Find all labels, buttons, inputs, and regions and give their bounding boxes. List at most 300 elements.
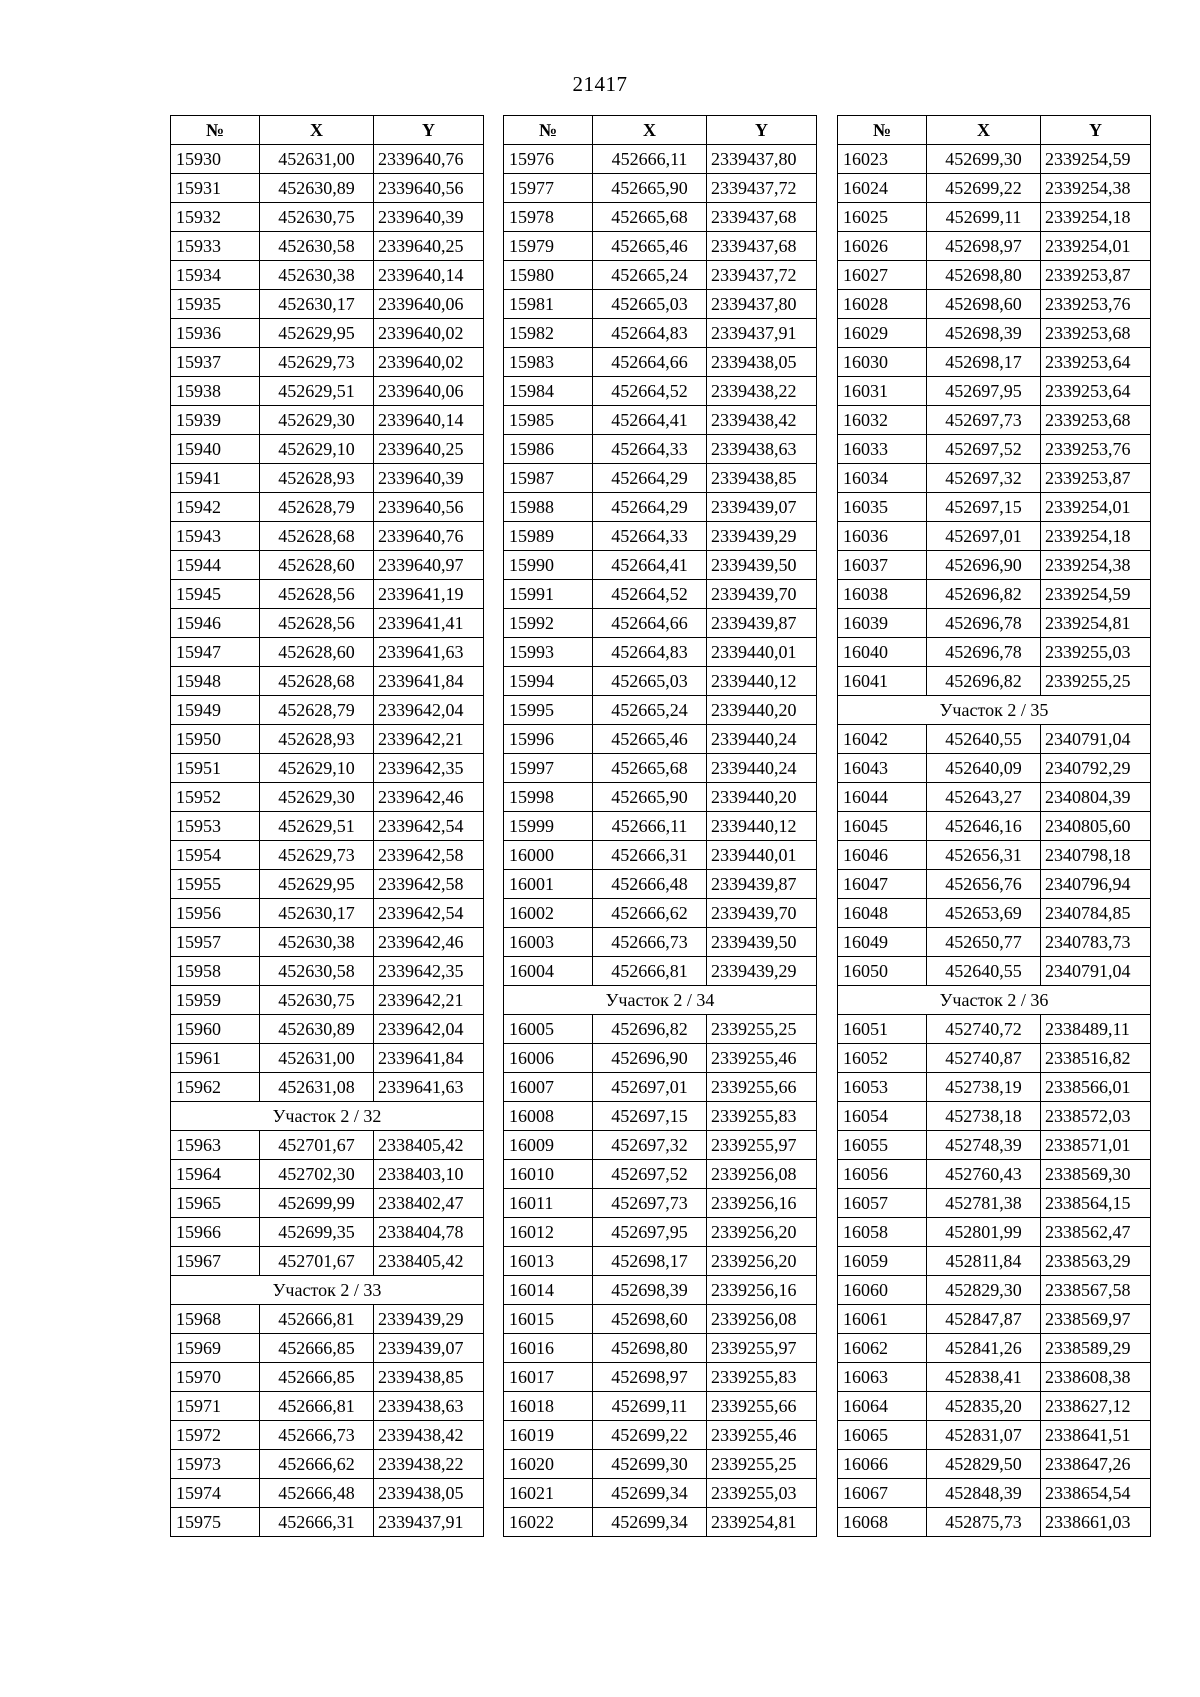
y-coordinate-cell: 2339642,54 (374, 812, 484, 841)
table-row (171, 1450, 484, 1479)
y-coordinate-cell: 2339642,04 (374, 1015, 484, 1044)
x-coordinate-cell: 452631,00 (260, 1044, 374, 1073)
y-coordinate-cell: 2338572,03 (1041, 1102, 1151, 1131)
y-coordinate-cell: 2339253,87 (1041, 261, 1151, 290)
point-number-cell: 15961 (171, 1044, 260, 1073)
y-coordinate-cell: 2339640,06 (374, 377, 484, 406)
point-number-cell: 16014 (504, 1276, 593, 1305)
x-coordinate-cell: 452665,46 (593, 232, 707, 261)
y-coordinate-cell: 2339640,56 (374, 493, 484, 522)
y-coordinate-cell: 2339256,20 (707, 1218, 817, 1247)
y-coordinate-cell: 2339255,97 (707, 1334, 817, 1363)
x-coordinate-cell: 452656,31 (927, 841, 1041, 870)
y-coordinate-cell: 2339641,63 (374, 638, 484, 667)
table-row (504, 377, 817, 406)
table-row (838, 261, 1151, 290)
table-row (171, 1131, 484, 1160)
y-coordinate-cell: 2339255,25 (707, 1450, 817, 1479)
table-row (838, 783, 1151, 812)
point-number-cell: 15997 (504, 754, 593, 783)
y-coordinate-cell: 2339640,14 (374, 406, 484, 435)
y-coordinate-cell: 2339254,18 (1041, 203, 1151, 232)
table-row (171, 522, 484, 551)
table-row (504, 957, 817, 986)
y-coordinate-cell: 2339255,03 (1041, 638, 1151, 667)
table-row (171, 145, 484, 174)
point-number-cell: 15985 (504, 406, 593, 435)
coordinates-table-3 (837, 115, 1151, 1537)
x-coordinate-cell: 452760,43 (927, 1160, 1041, 1189)
x-coordinate-cell: 452697,15 (927, 493, 1041, 522)
table-row (504, 638, 817, 667)
table-row (171, 319, 484, 348)
y-coordinate-cell: 2339253,64 (1041, 348, 1151, 377)
point-number-cell: 16046 (838, 841, 927, 870)
table-row (171, 667, 484, 696)
y-coordinate-cell: 2339254,81 (1041, 609, 1151, 638)
table-row (171, 261, 484, 290)
table-row (838, 754, 1151, 783)
point-number-cell: 15967 (171, 1247, 260, 1276)
table-row (504, 1218, 817, 1247)
x-coordinate-cell: 452811,84 (927, 1247, 1041, 1276)
y-coordinate-cell: 2339255,83 (707, 1102, 817, 1131)
x-coordinate-cell: 452629,10 (260, 754, 374, 783)
x-coordinate-cell: 452801,99 (927, 1218, 1041, 1247)
column-header-x: X (593, 116, 707, 145)
x-coordinate-cell: 452738,19 (927, 1073, 1041, 1102)
x-coordinate-cell: 452629,51 (260, 377, 374, 406)
table-row (504, 812, 817, 841)
x-coordinate-cell: 452697,52 (927, 435, 1041, 464)
table-row (838, 1276, 1151, 1305)
point-number-cell: 15981 (504, 290, 593, 319)
x-coordinate-cell: 452696,78 (927, 609, 1041, 638)
x-coordinate-cell: 452699,11 (927, 203, 1041, 232)
x-coordinate-cell: 452665,24 (593, 696, 707, 725)
x-coordinate-cell: 452697,73 (593, 1189, 707, 1218)
y-coordinate-cell: 2340798,18 (1041, 841, 1151, 870)
table-row (171, 493, 484, 522)
table-row (171, 1305, 484, 1334)
x-coordinate-cell: 452696,82 (593, 1015, 707, 1044)
y-coordinate-cell: 2339253,76 (1041, 435, 1151, 464)
x-coordinate-cell: 452696,90 (593, 1044, 707, 1073)
point-number-cell: 15956 (171, 899, 260, 928)
x-coordinate-cell: 452630,58 (260, 232, 374, 261)
point-number-cell: 15988 (504, 493, 593, 522)
x-coordinate-cell: 452640,55 (927, 957, 1041, 986)
point-number-cell: 16021 (504, 1479, 593, 1508)
x-coordinate-cell: 452628,79 (260, 696, 374, 725)
x-coordinate-cell: 452847,87 (927, 1305, 1041, 1334)
y-coordinate-cell: 2339256,08 (707, 1160, 817, 1189)
table-row (838, 1392, 1151, 1421)
y-coordinate-cell: 2339438,85 (707, 464, 817, 493)
y-coordinate-cell: 2339642,46 (374, 783, 484, 812)
column-header-y: Y (1041, 116, 1151, 145)
x-coordinate-cell: 452697,15 (593, 1102, 707, 1131)
x-coordinate-cell: 452664,33 (593, 435, 707, 464)
y-coordinate-cell: 2339255,83 (707, 1363, 817, 1392)
y-coordinate-cell: 2338661,03 (1041, 1508, 1151, 1537)
x-coordinate-cell: 452628,68 (260, 667, 374, 696)
table-row (171, 1160, 484, 1189)
point-number-cell: 16018 (504, 1392, 593, 1421)
table-row (171, 348, 484, 377)
point-number-cell: 15984 (504, 377, 593, 406)
table-row (504, 1102, 817, 1131)
point-number-cell: 15975 (171, 1508, 260, 1537)
x-coordinate-cell: 452646,16 (927, 812, 1041, 841)
table-row (838, 203, 1151, 232)
x-coordinate-cell: 452697,73 (927, 406, 1041, 435)
x-coordinate-cell: 452697,32 (593, 1131, 707, 1160)
table-row (171, 290, 484, 319)
y-coordinate-cell: 2338654,54 (1041, 1479, 1151, 1508)
y-coordinate-cell: 2340791,04 (1041, 957, 1151, 986)
y-coordinate-cell: 2338405,42 (374, 1131, 484, 1160)
point-number-cell: 16052 (838, 1044, 927, 1073)
point-number-cell: 15986 (504, 435, 593, 464)
x-coordinate-cell: 452629,73 (260, 841, 374, 870)
y-coordinate-cell: 2339439,70 (707, 580, 817, 609)
y-coordinate-cell: 2339642,54 (374, 899, 484, 928)
x-coordinate-cell: 452628,68 (260, 522, 374, 551)
x-coordinate-cell: 452629,95 (260, 319, 374, 348)
y-coordinate-cell: 2339439,29 (374, 1305, 484, 1334)
section-label: Участок 2 / 33 (171, 1276, 484, 1305)
point-number-cell: 15942 (171, 493, 260, 522)
x-coordinate-cell: 452664,66 (593, 348, 707, 377)
table-row (838, 145, 1151, 174)
x-coordinate-cell: 452666,85 (260, 1334, 374, 1363)
x-coordinate-cell: 452631,08 (260, 1073, 374, 1102)
x-coordinate-cell: 452630,89 (260, 1015, 374, 1044)
table-header-row (838, 116, 1151, 145)
table-row (838, 377, 1151, 406)
point-number-cell: 16015 (504, 1305, 593, 1334)
table-row (504, 1363, 817, 1392)
y-coordinate-cell: 2339438,85 (374, 1363, 484, 1392)
y-coordinate-cell: 2339640,25 (374, 435, 484, 464)
table-row (838, 1479, 1151, 1508)
y-coordinate-cell: 2339255,25 (1041, 667, 1151, 696)
y-coordinate-cell: 2339641,19 (374, 580, 484, 609)
point-number-cell: 16022 (504, 1508, 593, 1537)
y-coordinate-cell: 2339640,02 (374, 348, 484, 377)
x-coordinate-cell: 452629,30 (260, 406, 374, 435)
x-coordinate-cell: 452664,52 (593, 580, 707, 609)
y-coordinate-cell: 2339439,50 (707, 928, 817, 957)
x-coordinate-cell: 452630,58 (260, 957, 374, 986)
x-coordinate-cell: 452643,27 (927, 783, 1041, 812)
x-coordinate-cell: 452699,30 (927, 145, 1041, 174)
y-coordinate-cell: 2339440,12 (707, 812, 817, 841)
point-number-cell: 15991 (504, 580, 593, 609)
y-coordinate-cell: 2339642,58 (374, 841, 484, 870)
y-coordinate-cell: 2340791,04 (1041, 725, 1151, 754)
y-coordinate-cell: 2340804,39 (1041, 783, 1151, 812)
point-number-cell: 15993 (504, 638, 593, 667)
point-number-cell: 15948 (171, 667, 260, 696)
y-coordinate-cell: 2340792,29 (1041, 754, 1151, 783)
y-coordinate-cell: 2338569,97 (1041, 1305, 1151, 1334)
table-row (838, 1421, 1151, 1450)
x-coordinate-cell: 452698,97 (927, 232, 1041, 261)
point-number-cell: 15931 (171, 174, 260, 203)
table-row (171, 696, 484, 725)
point-number-cell: 16045 (838, 812, 927, 841)
y-coordinate-cell: 2339439,50 (707, 551, 817, 580)
column-header-y: Y (707, 116, 817, 145)
y-coordinate-cell: 2339437,80 (707, 290, 817, 319)
table-row (171, 1073, 484, 1102)
table-row (171, 1015, 484, 1044)
y-coordinate-cell: 2339438,05 (374, 1479, 484, 1508)
x-coordinate-cell: 452698,39 (927, 319, 1041, 348)
table-row (838, 406, 1151, 435)
x-coordinate-cell: 452628,56 (260, 580, 374, 609)
y-coordinate-cell: 2339642,46 (374, 928, 484, 957)
y-coordinate-cell: 2339254,59 (1041, 580, 1151, 609)
section-label: Участок 2 / 36 (838, 986, 1151, 1015)
table-row (838, 174, 1151, 203)
y-coordinate-cell: 2338404,78 (374, 1218, 484, 1247)
point-number-cell: 16006 (504, 1044, 593, 1073)
table-row (838, 580, 1151, 609)
table-row (171, 435, 484, 464)
point-number-cell: 15994 (504, 667, 593, 696)
section-row (171, 1102, 484, 1131)
x-coordinate-cell: 452640,09 (927, 754, 1041, 783)
y-coordinate-cell: 2338571,01 (1041, 1131, 1151, 1160)
point-number-cell: 15962 (171, 1073, 260, 1102)
table-row (838, 725, 1151, 754)
point-number-cell: 15945 (171, 580, 260, 609)
point-number-cell: 15954 (171, 841, 260, 870)
table-row (171, 899, 484, 928)
table-row (504, 290, 817, 319)
y-coordinate-cell: 2339254,38 (1041, 551, 1151, 580)
x-coordinate-cell: 452664,83 (593, 638, 707, 667)
x-coordinate-cell: 452629,30 (260, 783, 374, 812)
point-number-cell: 16057 (838, 1189, 927, 1218)
y-coordinate-cell: 2339255,66 (707, 1073, 817, 1102)
point-number-cell: 16024 (838, 174, 927, 203)
x-coordinate-cell: 452666,73 (260, 1421, 374, 1450)
x-coordinate-cell: 452665,68 (593, 754, 707, 783)
point-number-cell: 15979 (504, 232, 593, 261)
point-number-cell: 16002 (504, 899, 593, 928)
point-number-cell: 16023 (838, 145, 927, 174)
y-coordinate-cell: 2339255,25 (707, 1015, 817, 1044)
y-coordinate-cell: 2339437,68 (707, 232, 817, 261)
table-row (171, 928, 484, 957)
x-coordinate-cell: 452699,22 (593, 1421, 707, 1450)
y-coordinate-cell: 2339642,35 (374, 957, 484, 986)
y-coordinate-cell: 2339640,97 (374, 551, 484, 580)
point-number-cell: 15951 (171, 754, 260, 783)
point-number-cell: 15970 (171, 1363, 260, 1392)
x-coordinate-cell: 452666,11 (593, 145, 707, 174)
point-number-cell: 15937 (171, 348, 260, 377)
point-number-cell: 15980 (504, 261, 593, 290)
x-coordinate-cell: 452875,73 (927, 1508, 1041, 1537)
section-row (504, 986, 817, 1015)
y-coordinate-cell: 2339254,38 (1041, 174, 1151, 203)
table-row (838, 435, 1151, 464)
y-coordinate-cell: 2339256,16 (707, 1189, 817, 1218)
table-row (171, 1334, 484, 1363)
point-number-cell: 16065 (838, 1421, 927, 1450)
table-row (838, 493, 1151, 522)
y-coordinate-cell: 2339440,24 (707, 754, 817, 783)
point-number-cell: 16003 (504, 928, 593, 957)
table-row (838, 870, 1151, 899)
y-coordinate-cell: 2339641,63 (374, 1073, 484, 1102)
table-row (838, 1073, 1151, 1102)
table-row (504, 1189, 817, 1218)
table-row (504, 551, 817, 580)
x-coordinate-cell: 452699,99 (260, 1189, 374, 1218)
y-coordinate-cell: 2339437,91 (707, 319, 817, 348)
y-coordinate-cell: 2340784,85 (1041, 899, 1151, 928)
table-row (838, 522, 1151, 551)
x-coordinate-cell: 452781,38 (927, 1189, 1041, 1218)
point-number-cell: 15976 (504, 145, 593, 174)
point-number-cell: 15944 (171, 551, 260, 580)
y-coordinate-cell: 2339640,06 (374, 290, 484, 319)
x-coordinate-cell: 452699,30 (593, 1450, 707, 1479)
table-row (171, 203, 484, 232)
point-number-cell: 16066 (838, 1450, 927, 1479)
x-coordinate-cell: 452664,83 (593, 319, 707, 348)
y-coordinate-cell: 2340805,60 (1041, 812, 1151, 841)
point-number-cell: 16059 (838, 1247, 927, 1276)
y-coordinate-cell: 2339254,18 (1041, 522, 1151, 551)
column-header-number: № (171, 116, 260, 145)
point-number-cell: 15977 (504, 174, 593, 203)
table-row (504, 783, 817, 812)
point-number-cell: 15983 (504, 348, 593, 377)
y-coordinate-cell: 2338405,42 (374, 1247, 484, 1276)
table-row (171, 841, 484, 870)
point-number-cell: 16068 (838, 1508, 927, 1537)
table-row (504, 667, 817, 696)
table-row (504, 348, 817, 377)
x-coordinate-cell: 452630,17 (260, 899, 374, 928)
x-coordinate-cell: 452740,87 (927, 1044, 1041, 1073)
point-number-cell: 16053 (838, 1073, 927, 1102)
table-row (504, 319, 817, 348)
point-number-cell: 16050 (838, 957, 927, 986)
x-coordinate-cell: 452665,90 (593, 174, 707, 203)
y-coordinate-cell: 2339437,72 (707, 261, 817, 290)
y-coordinate-cell: 2339438,22 (707, 377, 817, 406)
x-coordinate-cell: 452628,79 (260, 493, 374, 522)
point-number-cell: 15974 (171, 1479, 260, 1508)
x-coordinate-cell: 452666,62 (593, 899, 707, 928)
y-coordinate-cell: 2339440,01 (707, 638, 817, 667)
x-coordinate-cell: 452666,31 (593, 841, 707, 870)
point-number-cell: 16047 (838, 870, 927, 899)
y-coordinate-cell: 2339640,02 (374, 319, 484, 348)
x-coordinate-cell: 452630,89 (260, 174, 374, 203)
y-coordinate-cell: 2339440,20 (707, 696, 817, 725)
column-header-number: № (504, 116, 593, 145)
y-coordinate-cell: 2339641,41 (374, 609, 484, 638)
point-number-cell: 16013 (504, 1247, 593, 1276)
x-coordinate-cell: 452696,82 (927, 667, 1041, 696)
point-number-cell: 15952 (171, 783, 260, 812)
table-row (171, 406, 484, 435)
y-coordinate-cell: 2338402,47 (374, 1189, 484, 1218)
page-number: 21417 (572, 72, 628, 96)
point-number-cell: 16030 (838, 348, 927, 377)
table-row (838, 1218, 1151, 1247)
y-coordinate-cell: 2338567,58 (1041, 1276, 1151, 1305)
section-label: Участок 2 / 34 (504, 986, 817, 1015)
table-row (171, 1189, 484, 1218)
point-number-cell: 16036 (838, 522, 927, 551)
y-coordinate-cell: 2339439,87 (707, 870, 817, 899)
table-row (171, 957, 484, 986)
column-header-x: X (927, 116, 1041, 145)
table-row (504, 1508, 817, 1537)
x-coordinate-cell: 452696,90 (927, 551, 1041, 580)
table-row (171, 377, 484, 406)
point-number-cell: 15936 (171, 319, 260, 348)
table-row (171, 812, 484, 841)
point-number-cell: 15933 (171, 232, 260, 261)
x-coordinate-cell: 452748,39 (927, 1131, 1041, 1160)
x-coordinate-cell: 452629,10 (260, 435, 374, 464)
y-coordinate-cell: 2339253,76 (1041, 290, 1151, 319)
x-coordinate-cell: 452698,17 (593, 1247, 707, 1276)
coordinates-table-1 (170, 115, 484, 1537)
point-number-cell: 16063 (838, 1363, 927, 1392)
x-coordinate-cell: 452698,97 (593, 1363, 707, 1392)
x-coordinate-cell: 452664,66 (593, 609, 707, 638)
column-header-y: Y (374, 116, 484, 145)
y-coordinate-cell: 2339438,22 (374, 1450, 484, 1479)
point-number-cell: 16029 (838, 319, 927, 348)
table-header-row (171, 116, 484, 145)
x-coordinate-cell: 452640,55 (927, 725, 1041, 754)
y-coordinate-cell: 2339438,42 (374, 1421, 484, 1450)
table-row (171, 725, 484, 754)
point-number-cell: 15964 (171, 1160, 260, 1189)
y-coordinate-cell: 2339253,68 (1041, 319, 1151, 348)
point-number-cell: 15932 (171, 203, 260, 232)
x-coordinate-cell: 452698,17 (927, 348, 1041, 377)
table-row (838, 638, 1151, 667)
x-coordinate-cell: 452696,82 (927, 580, 1041, 609)
table-row (838, 1247, 1151, 1276)
point-number-cell: 15958 (171, 957, 260, 986)
table-row (504, 1044, 817, 1073)
table-row (838, 1450, 1151, 1479)
x-coordinate-cell: 452666,31 (260, 1508, 374, 1537)
table-header-row (504, 116, 817, 145)
point-number-cell: 16010 (504, 1160, 593, 1189)
point-number-cell: 16033 (838, 435, 927, 464)
table-row (504, 609, 817, 638)
table-row (838, 551, 1151, 580)
x-coordinate-cell: 452630,38 (260, 261, 374, 290)
point-number-cell: 15955 (171, 870, 260, 899)
